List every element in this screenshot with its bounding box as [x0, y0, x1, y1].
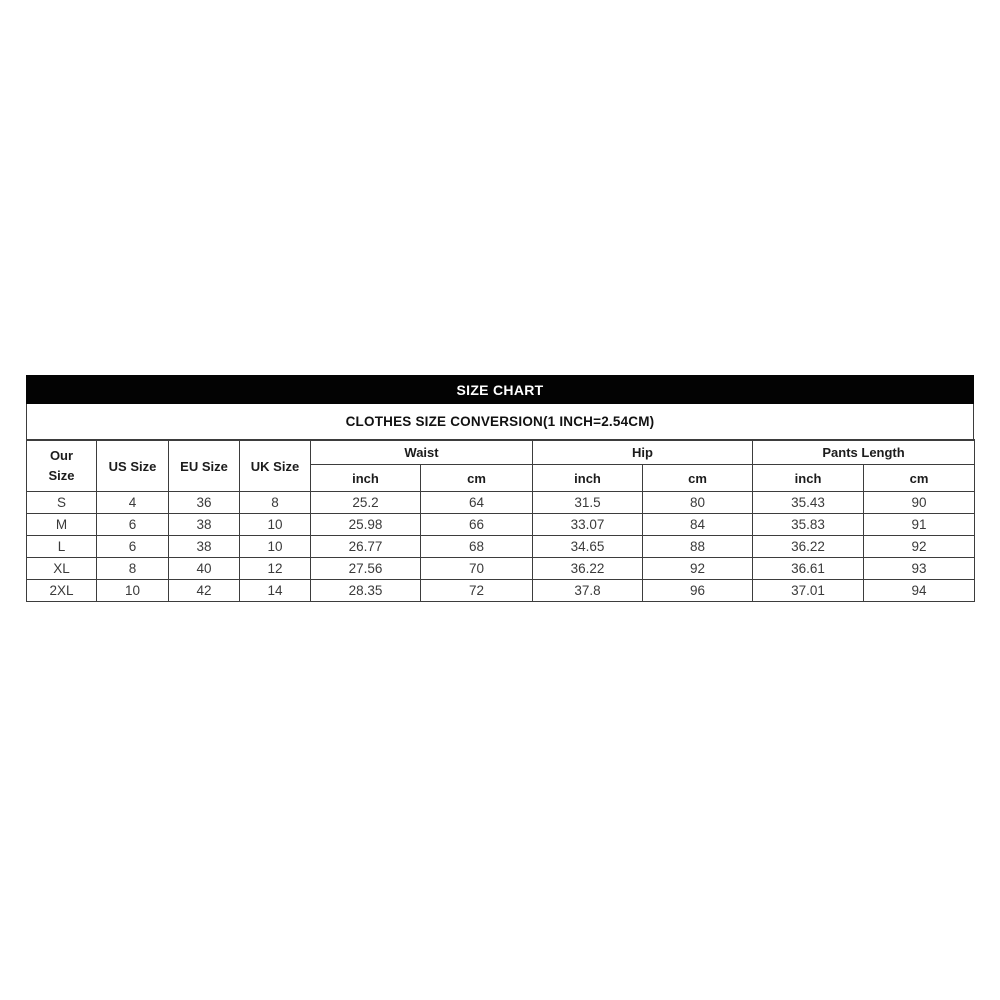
table-cell: 10: [240, 536, 311, 558]
table-cell: 90: [864, 492, 975, 514]
size-table: [26, 439, 975, 602]
table-cell: 37.01: [753, 580, 864, 602]
table-cell: 31.5: [533, 492, 643, 514]
table-row-s: [27, 492, 975, 514]
column-header-hip-inch: inch: [533, 465, 643, 492]
table-cell: 2XL: [27, 580, 97, 602]
table-cell: 6: [97, 514, 169, 536]
table-cell: 93: [864, 558, 975, 580]
column-header-eu-size: EU Size: [169, 440, 240, 492]
table-cell: 88: [643, 536, 753, 558]
table-cell: 26.77: [311, 536, 421, 558]
table-cell: 72: [421, 580, 533, 602]
size-chart: [26, 375, 974, 602]
table-cell: 92: [864, 536, 975, 558]
column-header-pants-cm: cm: [864, 465, 975, 492]
conversion-subtitle: CLOTHES SIZE CONVERSION(1 INCH=2.54CM): [345, 414, 655, 429]
column-header-uk-size: UK Size: [240, 440, 311, 492]
table-cell: 14: [240, 580, 311, 602]
table-cell: 35.43: [753, 492, 864, 514]
table-cell: 36.22: [533, 558, 643, 580]
table-cell: XL: [27, 558, 97, 580]
table-cell: 96: [643, 580, 753, 602]
conversion-subtitle-row: [26, 404, 974, 439]
table-row-2xl: [27, 580, 975, 602]
table-cell: 91: [864, 514, 975, 536]
table-cell: L: [27, 536, 97, 558]
table-cell: 35.83: [753, 514, 864, 536]
header-group-row: [27, 440, 975, 465]
table-cell: 8: [97, 558, 169, 580]
size-chart-title-bar: [26, 375, 974, 404]
table-cell: 42: [169, 580, 240, 602]
column-header-pants-inch: inch: [753, 465, 864, 492]
column-header-pants-length: Pants Length: [753, 440, 975, 465]
table-cell: S: [27, 492, 97, 514]
table-cell: 8: [240, 492, 311, 514]
table-cell: 25.2: [311, 492, 421, 514]
table-cell: 36: [169, 492, 240, 514]
column-header-us-size: US Size: [97, 440, 169, 492]
table-cell: 84: [643, 514, 753, 536]
column-header-waist: Waist: [311, 440, 533, 465]
table-cell: 68: [421, 536, 533, 558]
table-cell: 64: [421, 492, 533, 514]
table-cell: 40: [169, 558, 240, 580]
column-header-waist-inch: inch: [311, 465, 421, 492]
column-header-hip-cm: cm: [643, 465, 753, 492]
table-cell: 80: [643, 492, 753, 514]
table-row-xl: [27, 558, 975, 580]
table-cell: 28.35: [311, 580, 421, 602]
table-cell: 12: [240, 558, 311, 580]
table-cell: 92: [643, 558, 753, 580]
column-header-waist-cm: cm: [421, 465, 533, 492]
table-cell: 10: [97, 580, 169, 602]
table-cell: 38: [169, 514, 240, 536]
table-cell: 4: [97, 492, 169, 514]
column-header-hip: Hip: [533, 440, 753, 465]
table-cell: 10: [240, 514, 311, 536]
table-cell: 36.61: [753, 558, 864, 580]
size-chart-title: SIZE CHART: [456, 381, 544, 398]
table-cell: 27.56: [311, 558, 421, 580]
table-row-l: [27, 536, 975, 558]
table-cell: 34.65: [533, 536, 643, 558]
table-cell: 25.98: [311, 514, 421, 536]
table-row-m: [27, 514, 975, 536]
table-cell: 66: [421, 514, 533, 536]
table-cell: 36.22: [753, 536, 864, 558]
table-cell: 70: [421, 558, 533, 580]
table-cell: 38: [169, 536, 240, 558]
table-cell: 37.8: [533, 580, 643, 602]
table-cell: M: [27, 514, 97, 536]
column-header-our-size: Our Size: [27, 440, 97, 492]
table-cell: 33.07: [533, 514, 643, 536]
table-cell: 94: [864, 580, 975, 602]
table-cell: 6: [97, 536, 169, 558]
